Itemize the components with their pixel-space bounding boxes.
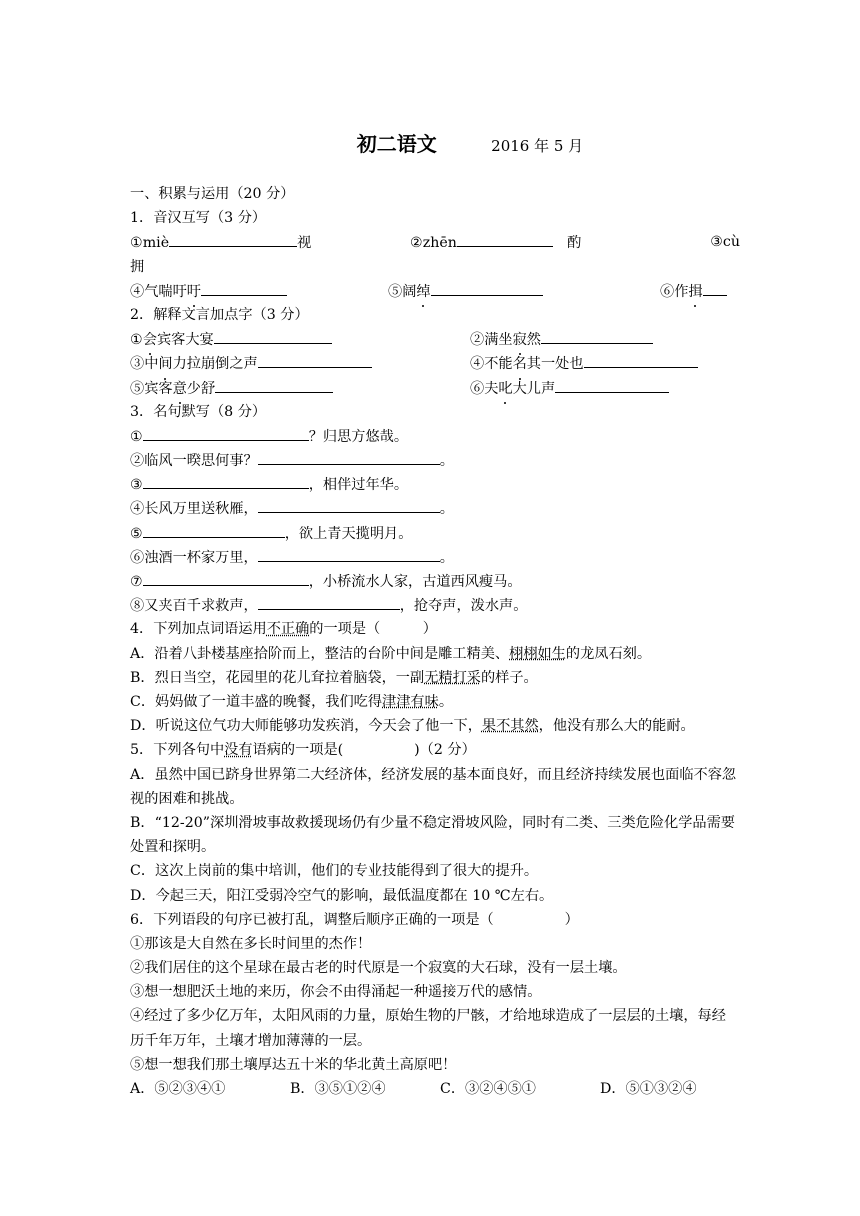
answer-blank[interactable]: [258, 448, 440, 465]
q6-sentence-1: ①那该是大自然在多长时间里的杰作！: [130, 935, 372, 952]
q5-option-c: C．这次上岗前的集中培训，他们的专业技能得到了很大的提升。: [130, 863, 539, 880]
q6-option-d: D．⑤①③②④: [600, 1081, 697, 1098]
title-main: 初二语文: [356, 132, 437, 156]
q2-row2: [130, 351, 740, 375]
q6-option-c: C．③②④⑤①: [440, 1081, 536, 1098]
q2-item4: ④不能名其一处也: [470, 351, 698, 376]
answer-blank[interactable]: [258, 496, 440, 513]
q6-options: [130, 1077, 740, 1101]
q3-line5: ⑤ ，欲上青天揽明月。: [130, 521, 740, 545]
answer-blank[interactable]: [457, 230, 553, 247]
section-heading: 一、积累与运用（20 分）: [130, 186, 295, 202]
q1-item2: ②zhēn 酌: [410, 230, 581, 255]
q6-sentence-5: ⑤想一想我们那土壤厚达五十米的华北黄土高原吧！: [130, 1056, 457, 1073]
q5-option-d: D．今起三天，阳江受弱冷空气的影响，最低温度都在 10 ℃左右。: [130, 887, 554, 904]
q6-option-b: B．③⑤①②④: [290, 1081, 386, 1098]
q3-heading: 3．名句默写（8 分）: [130, 403, 267, 420]
q3-line3: ③ ，相伴过年华。: [130, 472, 740, 496]
q1-item5: ⑤阔绰: [388, 279, 543, 304]
q3-line7: ⑦ ，小桥流水人家，古道西风瘦马。: [130, 569, 740, 593]
q3-line8: ⑧又夹百千求救声， ，抢夺声，泼水声。: [130, 593, 740, 617]
answer-blank[interactable]: [703, 279, 727, 296]
q4-option-b: B．烈日当空，花园里的花儿耷拉着脑袋，一副无精打采的样子。: [130, 669, 538, 686]
answer-blank[interactable]: [541, 327, 653, 344]
answer-blank[interactable]: [201, 279, 287, 296]
q2-item6: ⑥夫叱大儿声: [470, 376, 669, 401]
q1-item4: ④气喘吁吁: [130, 284, 287, 300]
q6-sentence-3: ③想一想肥沃土地的来历，你会不由得涌起一种遥接万代的感情。: [130, 984, 542, 1001]
q3-line4: ④长风万里送秋雁， 。: [130, 496, 740, 520]
q4-option-c: C．妈妈做了一道丰盛的晚餐，我们吃得津津有味。: [130, 693, 454, 710]
q2-item3: ③中间力拉崩倒之声: [130, 356, 372, 372]
document-title: [0, 128, 860, 157]
document-body: [130, 182, 740, 1101]
q6-option-a: A．⑤②③④①: [130, 1081, 226, 1098]
answer-blank[interactable]: [258, 545, 440, 562]
answer-blank[interactable]: [143, 569, 309, 586]
q2-item1: ①会宾客大宴: [130, 332, 332, 348]
q2-item5: ⑤宾客意少舒: [130, 381, 333, 397]
answer-blank[interactable]: [431, 279, 543, 296]
q1-item3: ③cù: [710, 234, 740, 251]
q4-heading: 4．下列加点词语运用不正确的一项是（ ）: [130, 621, 437, 638]
q2-heading: 2．解释文言加点字（3 分）: [130, 306, 309, 323]
q5-heading: 5．下列各句中没有语病的一项是( )（2 分）: [130, 742, 476, 759]
answer-blank[interactable]: [584, 351, 698, 368]
q2-item2: ②满坐寂然: [470, 327, 653, 352]
answer-blank[interactable]: [143, 472, 309, 489]
q2-row3: [130, 376, 740, 400]
answer-blank[interactable]: [169, 230, 297, 247]
answer-blank[interactable]: [143, 521, 285, 538]
q4-option-d: D．听说这位气功大师能够功发疾消，今天会了他一下，果不其然，他没有那么大的能耐。: [130, 718, 695, 735]
q1-row1-wrap: 拥: [130, 258, 145, 275]
q1-item1: ①miè 视: [130, 235, 311, 251]
q6-sentence-2: ②我们居住的这个星球在最古老的时代原是一个寂寞的大石球，没有一层土壤。: [130, 960, 627, 977]
q3-line6: ⑥浊酒一杯家万里， 。: [130, 545, 740, 569]
answer-blank[interactable]: [258, 593, 400, 610]
q4-option-a: A．沿着八卦楼基座拾阶而上，整洁的台阶中间是雕工精美、栩栩如生的龙凤石刻。: [130, 645, 652, 662]
q3-line2: ②临风一暌思何事？ 。: [130, 448, 740, 472]
answer-blank[interactable]: [215, 376, 333, 393]
q6-sentence-4: ④经过了多少亿万年，太阳风雨的力量，原始生物的尸骸，才给地球造成了一层层的土壤，每经历千年万年，土壤才增加薄薄的一层。: [130, 1008, 726, 1049]
q6-heading: 6．下列语段的句序已被打乱，调整后顺序正确的一项是（ ）: [130, 911, 579, 928]
answer-blank[interactable]: [214, 327, 332, 344]
q2-row1: [130, 327, 740, 351]
q1-row2: [130, 279, 740, 303]
q1-row1: [130, 230, 740, 254]
q5-option-b: B．“12-20”深圳滑坡事故救援现场仍有少量不稳定滑坡风险，同时有二类、三类危险化学品需要处置和探明。: [130, 814, 735, 856]
title-date: 2016 年 5 月: [491, 137, 584, 155]
answer-blank[interactable]: [143, 424, 309, 441]
q1-heading: 1．音汉互写（3 分）: [130, 210, 267, 227]
q1-item6: ⑥作揖: [660, 279, 727, 304]
answer-blank[interactable]: [258, 351, 372, 368]
q3-line1: ① ？归思方悠哉。: [130, 424, 740, 448]
q5-option-a: A．虽然中国已跻身世界第二大经济体，经济发展的基本面良好，而且经济持续发展也面临不容忽视的困难和挑战。: [130, 766, 737, 807]
answer-blank[interactable]: [555, 376, 669, 393]
